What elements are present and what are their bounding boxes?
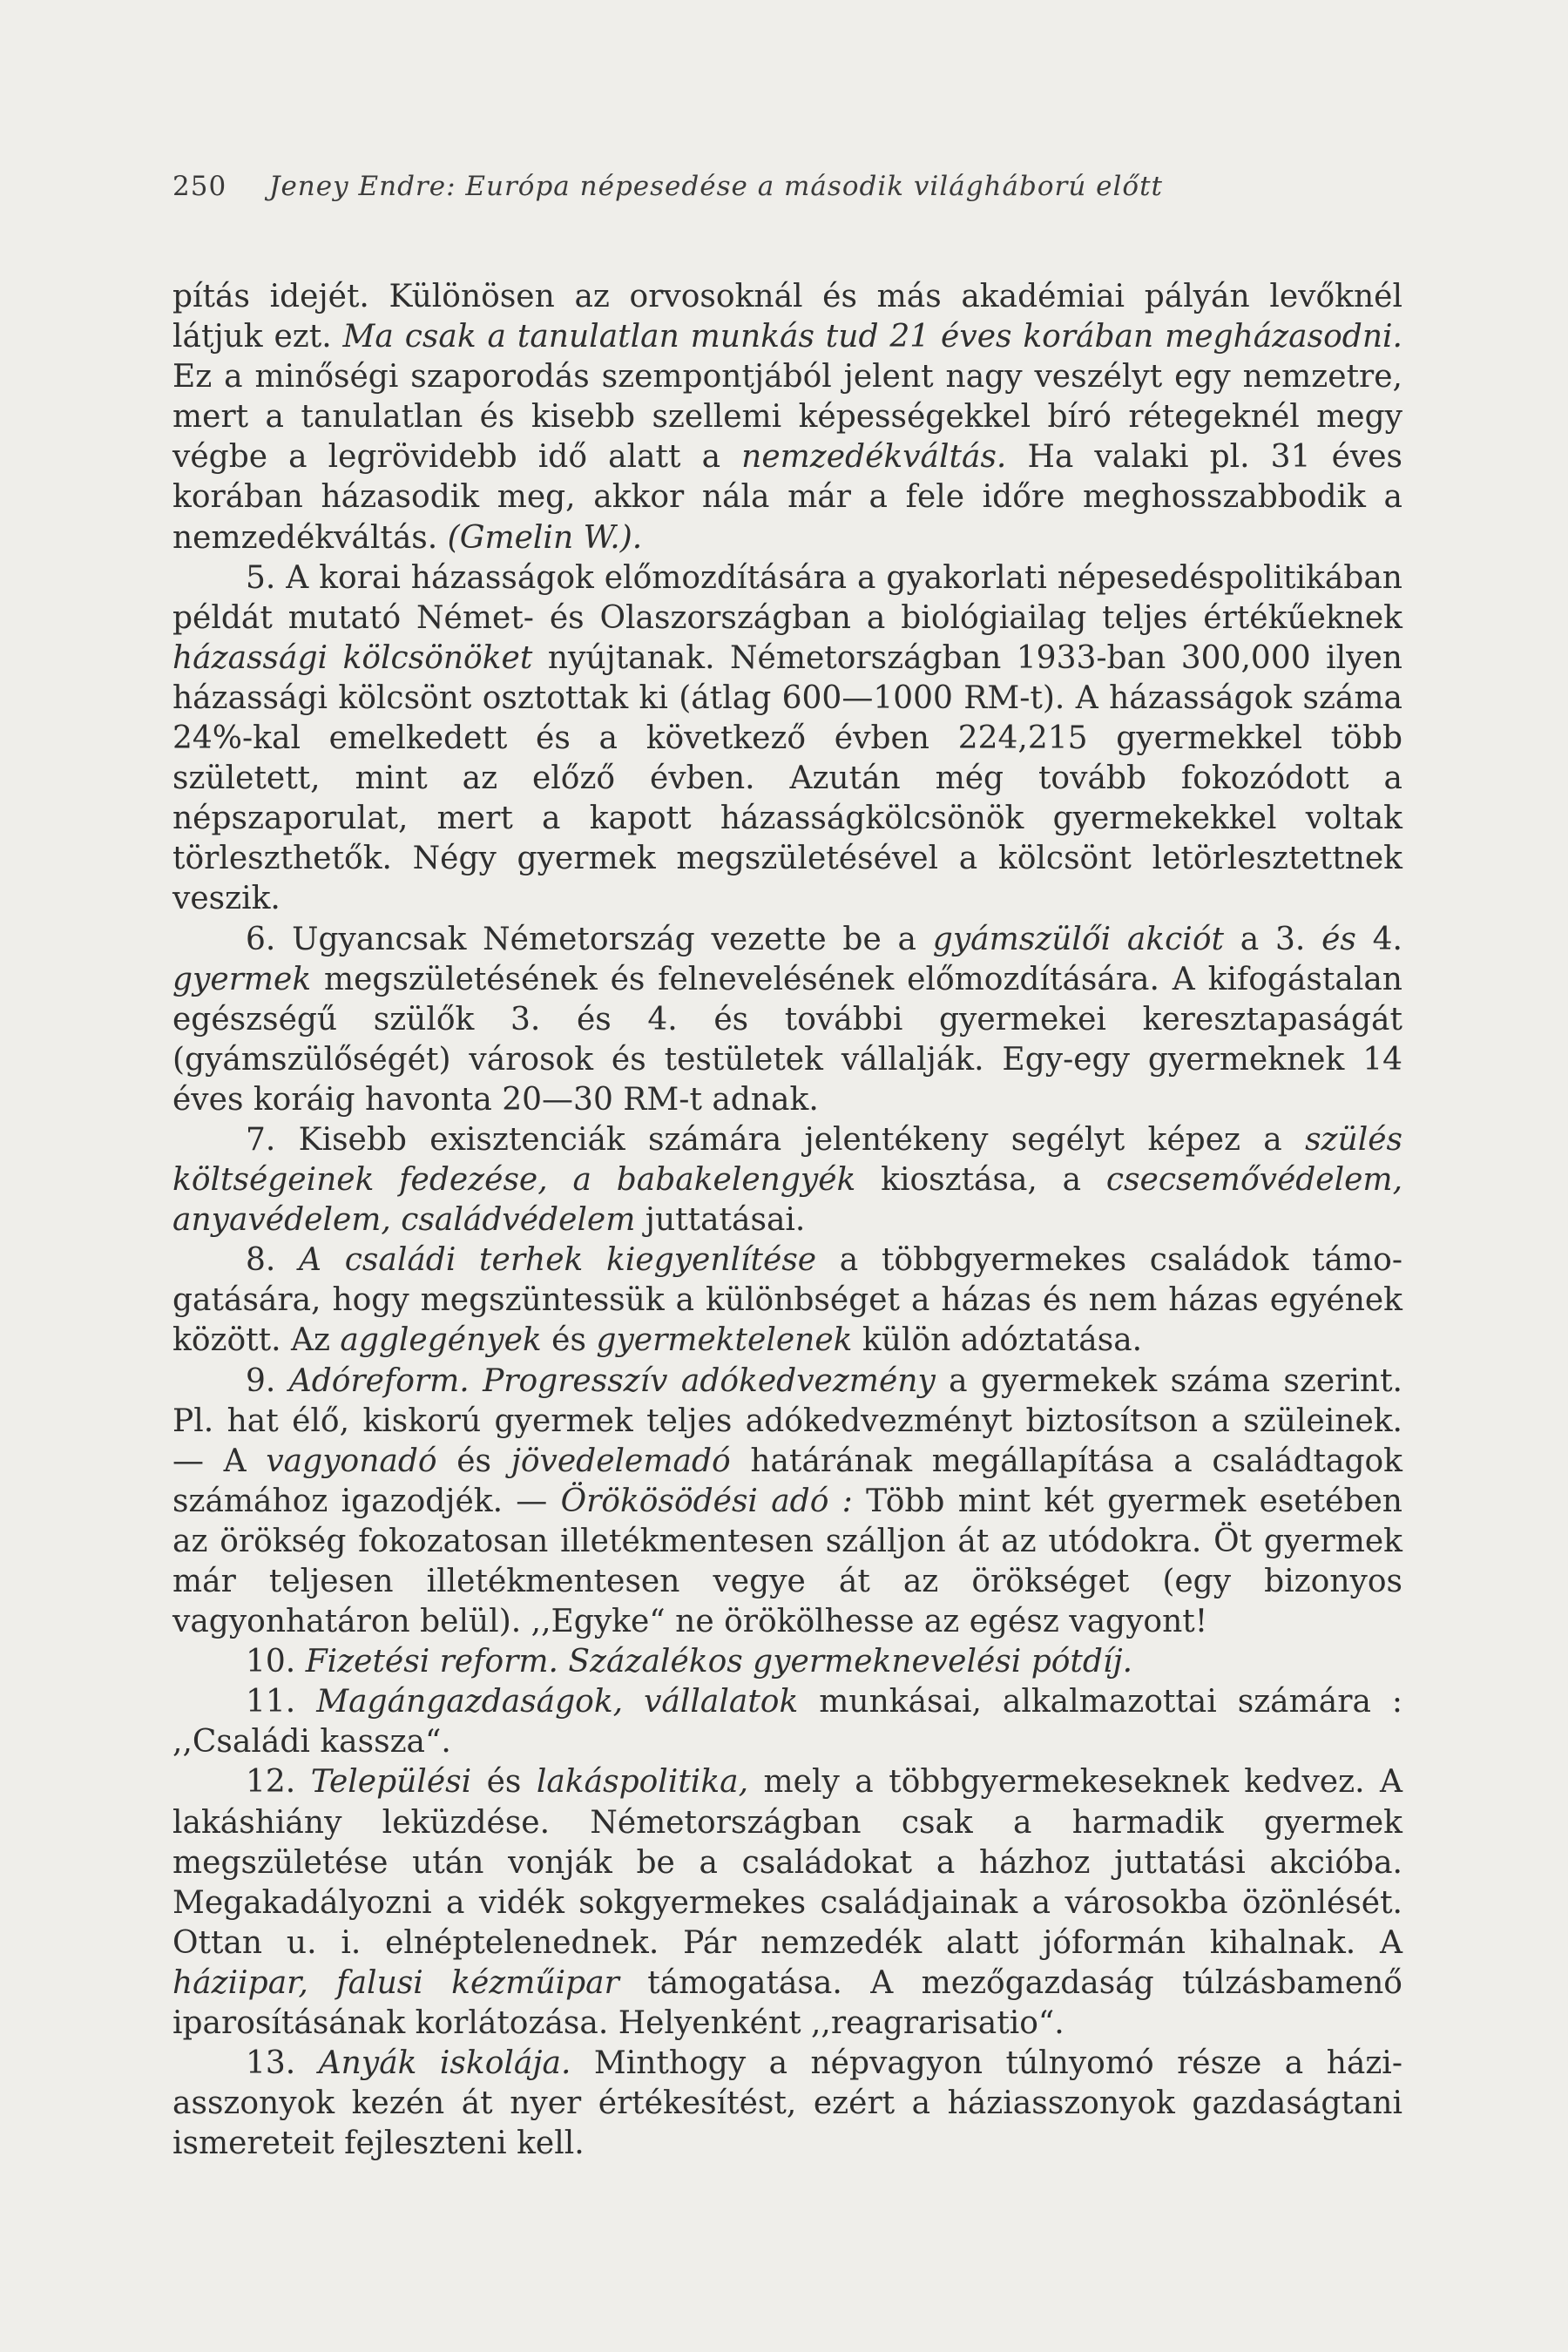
text-run: mely a többgyermekeseknek kedvez. A lakáshiány leküzdése. Németországban csak a harmadik gyermek megszületése után vonják be a családokat a házhoz juttatási akcióba. Megakadályozni a vidék sokgyermekes családjainak a városokba özönlését. Ottan u. i. elnéptelenednek. Pár nemzedék alatt jóformán kihalnak. A	[172, 1764, 1402, 1961]
text-run: és	[541, 1322, 597, 1359]
text-run: 5. A korai házasságok előmozdítására a gyakorlati népesedéspolitikában példát mutató Német- és Olaszországban a biológiailag teljes értékűeknek	[172, 559, 1402, 636]
paragraph-p0	[172, 277, 1402, 558]
text-run: 11.	[246, 1684, 317, 1720]
text-run: a 3.	[1223, 921, 1322, 957]
italic-text: gyámszülői akciót	[932, 921, 1224, 957]
text-run: támogatása. A mezőgazdaság túlzásbamenő iparosításának korlátozása. Helyenként ,,reagrarisatio“.	[172, 1964, 1402, 2042]
italic-text: és	[1321, 921, 1356, 957]
text-run: a többgyermekes családok támogatására, hogy megszüntessük a különbséget a házas és nem házas egyének között. Az	[172, 1242, 1402, 1359]
text-run: juttatásai.	[635, 1202, 806, 1239]
italic-text: gyermek	[172, 961, 312, 997]
paragraph-p7	[172, 1120, 1402, 1240]
italic-text: Települési	[310, 1764, 472, 1801]
text-run: nyújtanak. Németországban 1933-ban 300,000 ilyen házassági kölcsönt osztottak ki (átlag 600—1000 RM-t). A házasságok száma 24%-kal emelkedett és a következő évben 224,215 gyermekkel több született, mint az előző évben. Azután még tovább fokozódott a népszaporulat, mert a kapott házasságkölcsönök gyermekekkel voltak törleszthetők. Négy gyermek megszületésével a kölcsönt letörlesztettnek veszik.	[172, 639, 1402, 917]
running-head-title: Jeney Endre: Európa népesedése a második világháború előtt	[269, 171, 1163, 202]
paragraph-p9	[172, 1362, 1402, 1643]
text-run: 8.	[246, 1242, 300, 1279]
text-run: és	[471, 1764, 537, 1801]
italic-text: nemzedékváltás.	[741, 439, 1007, 476]
page-number: 250	[172, 171, 227, 202]
italic-text: szülés költségeinek fedezése, a babakelengyék	[172, 1121, 1402, 1199]
italic-text: agglegények	[340, 1322, 542, 1359]
text-run: Ez a minőségi szaporodás szempontjából jelent nagy veszélyt egy nemzetre, mert a tanulatlan és kisebb szellemi képességekkel bíró rétegeknél megy végbe a legrövidebb idő alatt a	[172, 359, 1402, 476]
text-run: pítás idejét. Különösen az orvosoknál és más akadémiai pályán levőknél látjuk ezt.	[172, 279, 1402, 355]
text-run: 4.	[1355, 921, 1402, 957]
text-run: 9.	[246, 1362, 289, 1399]
italic-text: A családi terhek kiegyenlítése	[299, 1242, 817, 1279]
text-run: 10.	[246, 1644, 306, 1680]
body-text	[172, 277, 1402, 2164]
text-run: megszületésének és felnevelésének előmozdítására. A kifogástalan egészségű szülők 3. és 4. és további gyermekei keresztapaságát (gyámszülőségét) városok és testületek vállalják. Egy-egy gyermeknek 14 éves koráig havonta 20—30 RM-t adnak.	[172, 961, 1402, 1118]
italic-text: háziipar, falusi kézműipar	[172, 1964, 619, 2001]
text-run: kiosztása, a	[855, 1162, 1106, 1199]
text-run: határának megállapítása a családtagok számához igazodjék. —	[172, 1443, 1402, 1519]
text-run: Ha valaki pl. 31 éves korában házasodik meg, akkor nála már a fele időre meghosszabbodik a nemzedékváltás.	[172, 439, 1403, 556]
italic-text: Anyák iskolája.	[318, 2045, 571, 2082]
italic-text: vagyonadó	[266, 1443, 437, 1479]
italic-text: csecsemővédelem, anyavédelem, családvédelem	[172, 1162, 1403, 1239]
italic-text: Fizetési reform. Százalékos gyermeknevelési pótdíj.	[305, 1644, 1133, 1680]
italic-text: Adóreform. Progresszív adókedvezmény	[288, 1362, 936, 1399]
paragraph-p5	[172, 558, 1402, 920]
text-run: 6. Ugyancsak Németország vezette be a	[246, 921, 933, 957]
italic-text: (Gmelin W.).	[447, 519, 643, 556]
text-run: a gyermekek száma szerint. Pl. hat élő, kiskorú gyermek teljes adókedvezményt biztosítson a szüleinek. — A	[172, 1362, 1402, 1479]
text-run: Több mint két gyermek esetében az örökség fokozatosan illetékmentesen szálljon át az utódokra. Öt gyermek már teljesen illetékmentesen vegye át az örökséget (egy bizonyos vagyonhatáron belül). ,,Egyke“ ne örökölhesse az egész vagyont!	[172, 1483, 1402, 1640]
text-run: munkásai, alkalmazottai számára : ,,Családi kassza“.	[172, 1684, 1402, 1761]
paragraph-p11	[172, 1682, 1402, 1762]
italic-text: házassági kölcsönöket	[172, 639, 533, 676]
text-run: 12.	[246, 1764, 311, 1801]
italic-text: Örökösödési adó :	[560, 1483, 853, 1519]
italic-text: gyermektelenek	[596, 1322, 853, 1359]
paragraph-p6	[172, 920, 1402, 1120]
italic-text: Ma csak a tanulatlan munkás tud 21 éves korában megházasodni.	[342, 319, 1402, 355]
paragraph-p10	[172, 1642, 1402, 1682]
italic-text: jövedelemadó	[510, 1443, 731, 1479]
paragraph-p8	[172, 1240, 1402, 1361]
italic-text: lakáspolitika,	[536, 1764, 749, 1801]
text-run: külön adóztatása.	[852, 1322, 1143, 1359]
running-head	[172, 171, 1409, 202]
text-run: Minthogy a népvagyon túlnyomó része a háziasszonyok kezén át nyer értékesítést, ezért a háziasszonyok gazdaságtani ismereteit fejleszteni kell.	[172, 2045, 1402, 2162]
text-run: 13.	[246, 2045, 319, 2082]
italic-text: Magángazdaságok, vállalatok	[316, 1684, 799, 1720]
paragraph-p12	[172, 1762, 1402, 2044]
paragraph-p13	[172, 2044, 1402, 2164]
text-run: és	[436, 1443, 511, 1479]
text-run: 7. Kisebb exisztenciák számára jelentékeny segélyt képez a	[246, 1121, 1306, 1158]
